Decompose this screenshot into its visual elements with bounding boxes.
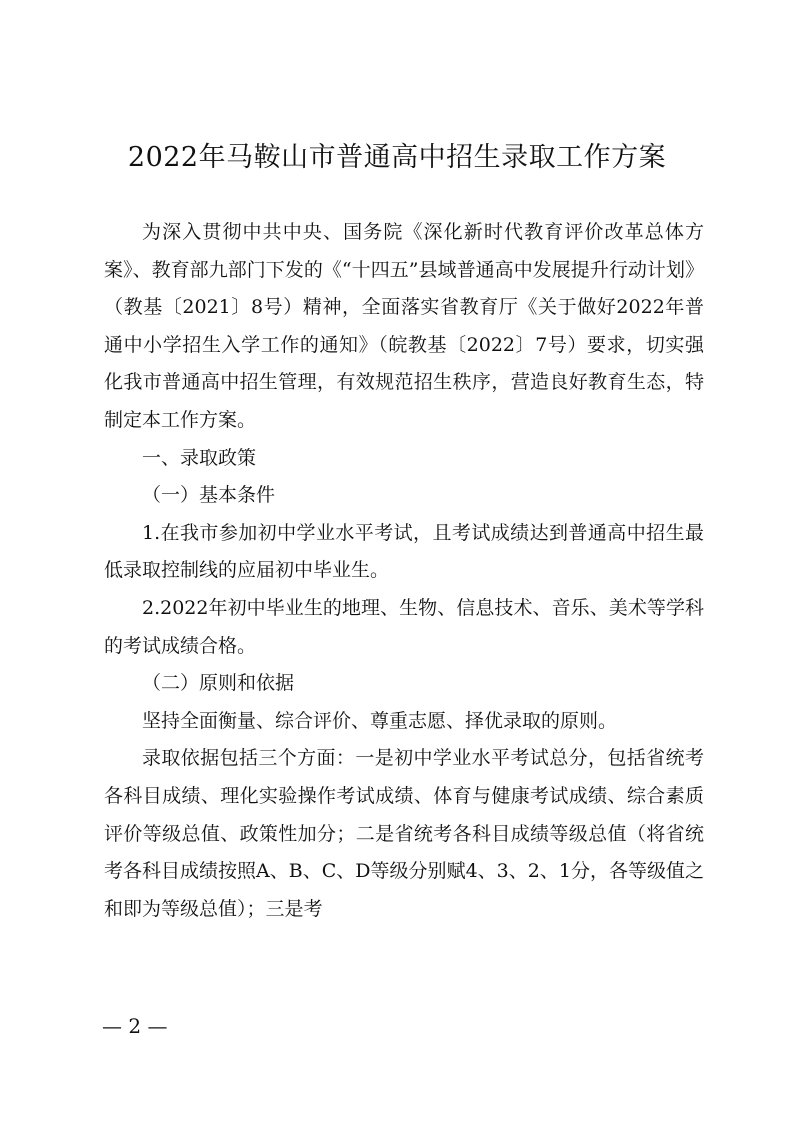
subsection-heading-principles: （二）原则和依据	[142, 672, 295, 695]
subsection-heading-basic-conditions: （一）基本条件	[142, 484, 276, 507]
section-heading-admission-policy: 一、录取政策	[142, 446, 257, 469]
condition-item-1: 1.在我市参加初中学业水平考试，且考试成绩达到普通高中招生最低录取控制线的应届初中毕业生。	[104, 521, 704, 582]
intro-paragraph: 为深入贯彻中共中央、国务院《深化新时代教育评价改革总体方案》、教育部九部门下发的《“十四五”县域普通高中发展提升行动计划》（教基〔2021〕8号）精神，全面落实省教育厅《关于做好2022年普通中小学招生入学工作的通知》（皖教基〔2022〕7号）要求，切实强化我市普通高中招生管理，有效规范招生秩序，营造良好教育生态，特制定本工作方案。	[104, 221, 704, 431]
document-body	[104, 214, 704, 928]
condition-item-2: 2.2022年初中毕业生的地理、生物、信息技术、音乐、美术等学科的考试成绩合格。	[104, 596, 704, 657]
admission-basis-paragraph: 录取依据包括三个方面：一是初中学业水平考试总分，包括省统考各科目成绩、理化实验操作考试成绩、体育与健康考试成绩、综合素质评价等级总值、政策性加分；二是省统考各科目成绩等级总值（将省统考各科目成绩按照A、B、C、D等级分别赋4、3、2、1分，各等级值之和即为等级总值）；三是考	[104, 747, 704, 920]
page-number: — 2 —	[102, 1014, 168, 1038]
document-title: 2022年马鞍山市普通高中招生录取工作方案	[127, 142, 667, 173]
principles-paragraph: 坚持全面衡量、综合评价、尊重志愿、择优录取的原则。	[142, 709, 618, 732]
